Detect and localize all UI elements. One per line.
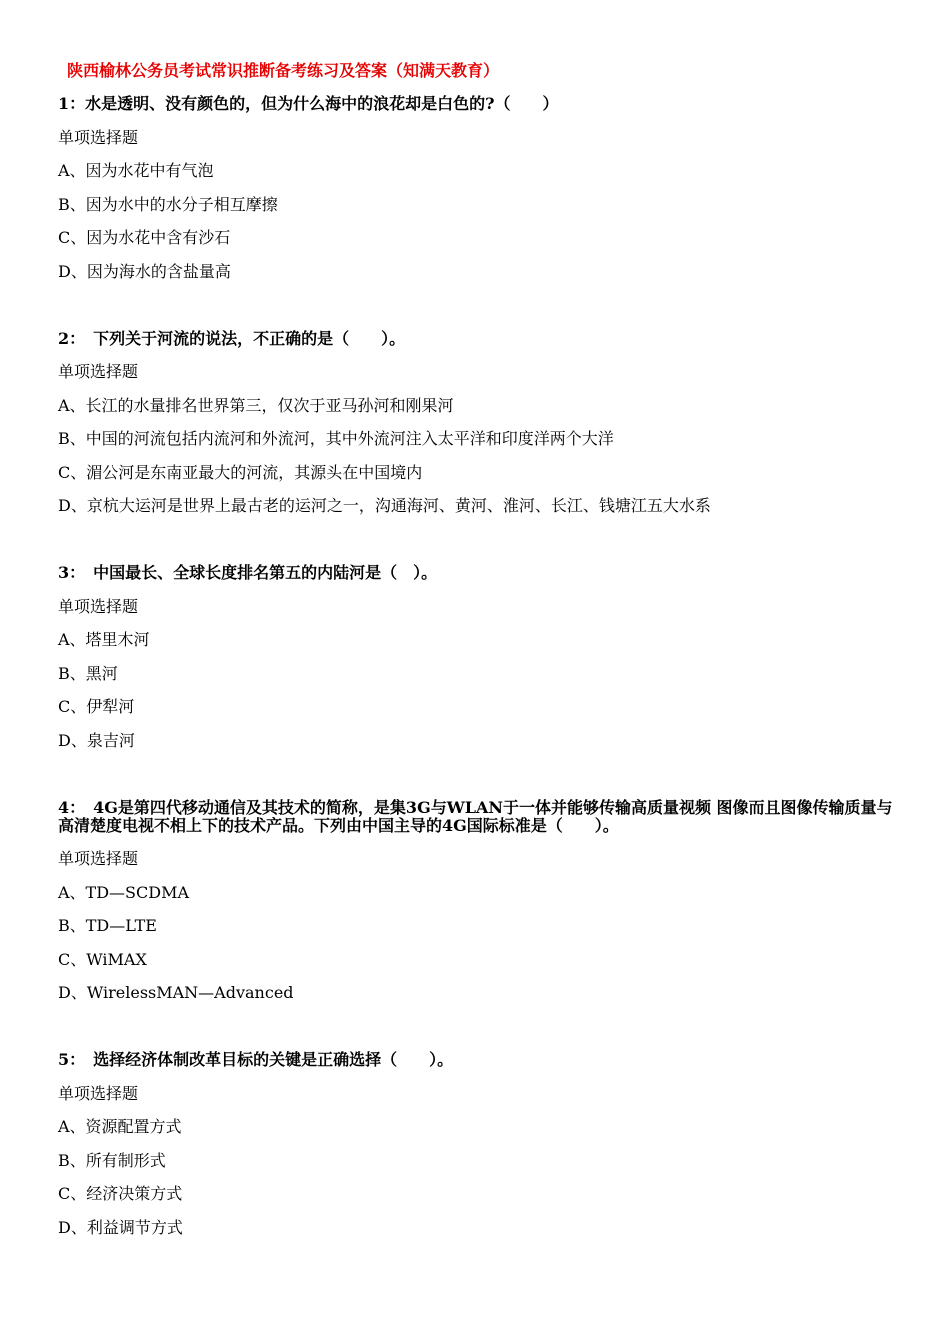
question-1-option-b: B、因为水中的水分子相互摩擦 [58,195,278,214]
question-2-option-c: C、湄公河是东南亚最大的河流，其源头在中国境内 [58,463,423,482]
question-4-stem: 4： 4G是第四代移动通信及其技术的简称，是集3G与WLAN于一体并能够传输高质量视频 图像而且图像传输质量与高清楚度电视不相上下的技术产品。下列由中国主导的4G国际标准是（ ）。 [58,798,893,835]
question-5-option-d: D、利益调节方式 [58,1218,183,1237]
question-5-type: 单项选择题 [58,1084,139,1103]
question-1-option-c: C、因为水花中含有沙石 [58,228,231,247]
question-4-option-d: D、WirelessMAN—Advanced [58,983,294,1002]
question-1-option-a: A、因为水花中有气泡 [58,161,214,180]
question-3-option-a: A、塔里木河 [58,630,150,649]
question-3-option-d: D、泉吉河 [58,731,135,750]
question-3-option-b: B、黑河 [58,664,118,683]
question-2-option-b: B、中国的河流包括内流河和外流河，其中外流河注入太平洋和印度洋两个大洋 [58,429,614,448]
question-3-type: 单项选择题 [58,597,139,616]
question-4-type: 单项选择题 [58,849,139,868]
question-2-option-d: D、京杭大运河是世界上最古老的运河之一，沟通海河、黄河、淮河、长江、钱塘江五大水系 [58,496,711,515]
question-5-option-b: B、所有制形式 [58,1151,166,1170]
question-3-option-c: C、伊犁河 [58,697,135,716]
document-title: 陕西榆林公务员考试常识推断备考练习及答案（知满天教育） [67,61,500,80]
question-3-stem: 3： 中国最长、全球长度排名第五的内陆河是（ ）。 [58,563,438,582]
question-1-stem: 1：水是透明、没有颜色的，但为什么海中的浪花却是白色的?（ ） [58,94,559,113]
question-2-stem: 2： 下列关于河流的说法，不正确的是（ ）。 [58,329,406,348]
question-5-option-c: C、经济决策方式 [58,1184,183,1203]
question-1-type: 单项选择题 [58,128,139,147]
question-2-option-a: A、长江的水量排名世界第三，仅次于亚马孙河和刚果河 [58,396,454,415]
question-5-option-a: A、资源配置方式 [58,1117,182,1136]
question-5-stem: 5： 选择经济体制改革目标的关键是正确选择（ ）。 [58,1050,454,1069]
question-1-option-d: D、因为海水的含盐量高 [58,262,231,281]
question-4-option-c: C、WiMAX [58,950,147,969]
question-4-option-b: B、TD—LTE [58,916,157,935]
question-2-type: 单项选择题 [58,362,139,381]
question-4-option-a: A、TD—SCDMA [58,883,190,902]
